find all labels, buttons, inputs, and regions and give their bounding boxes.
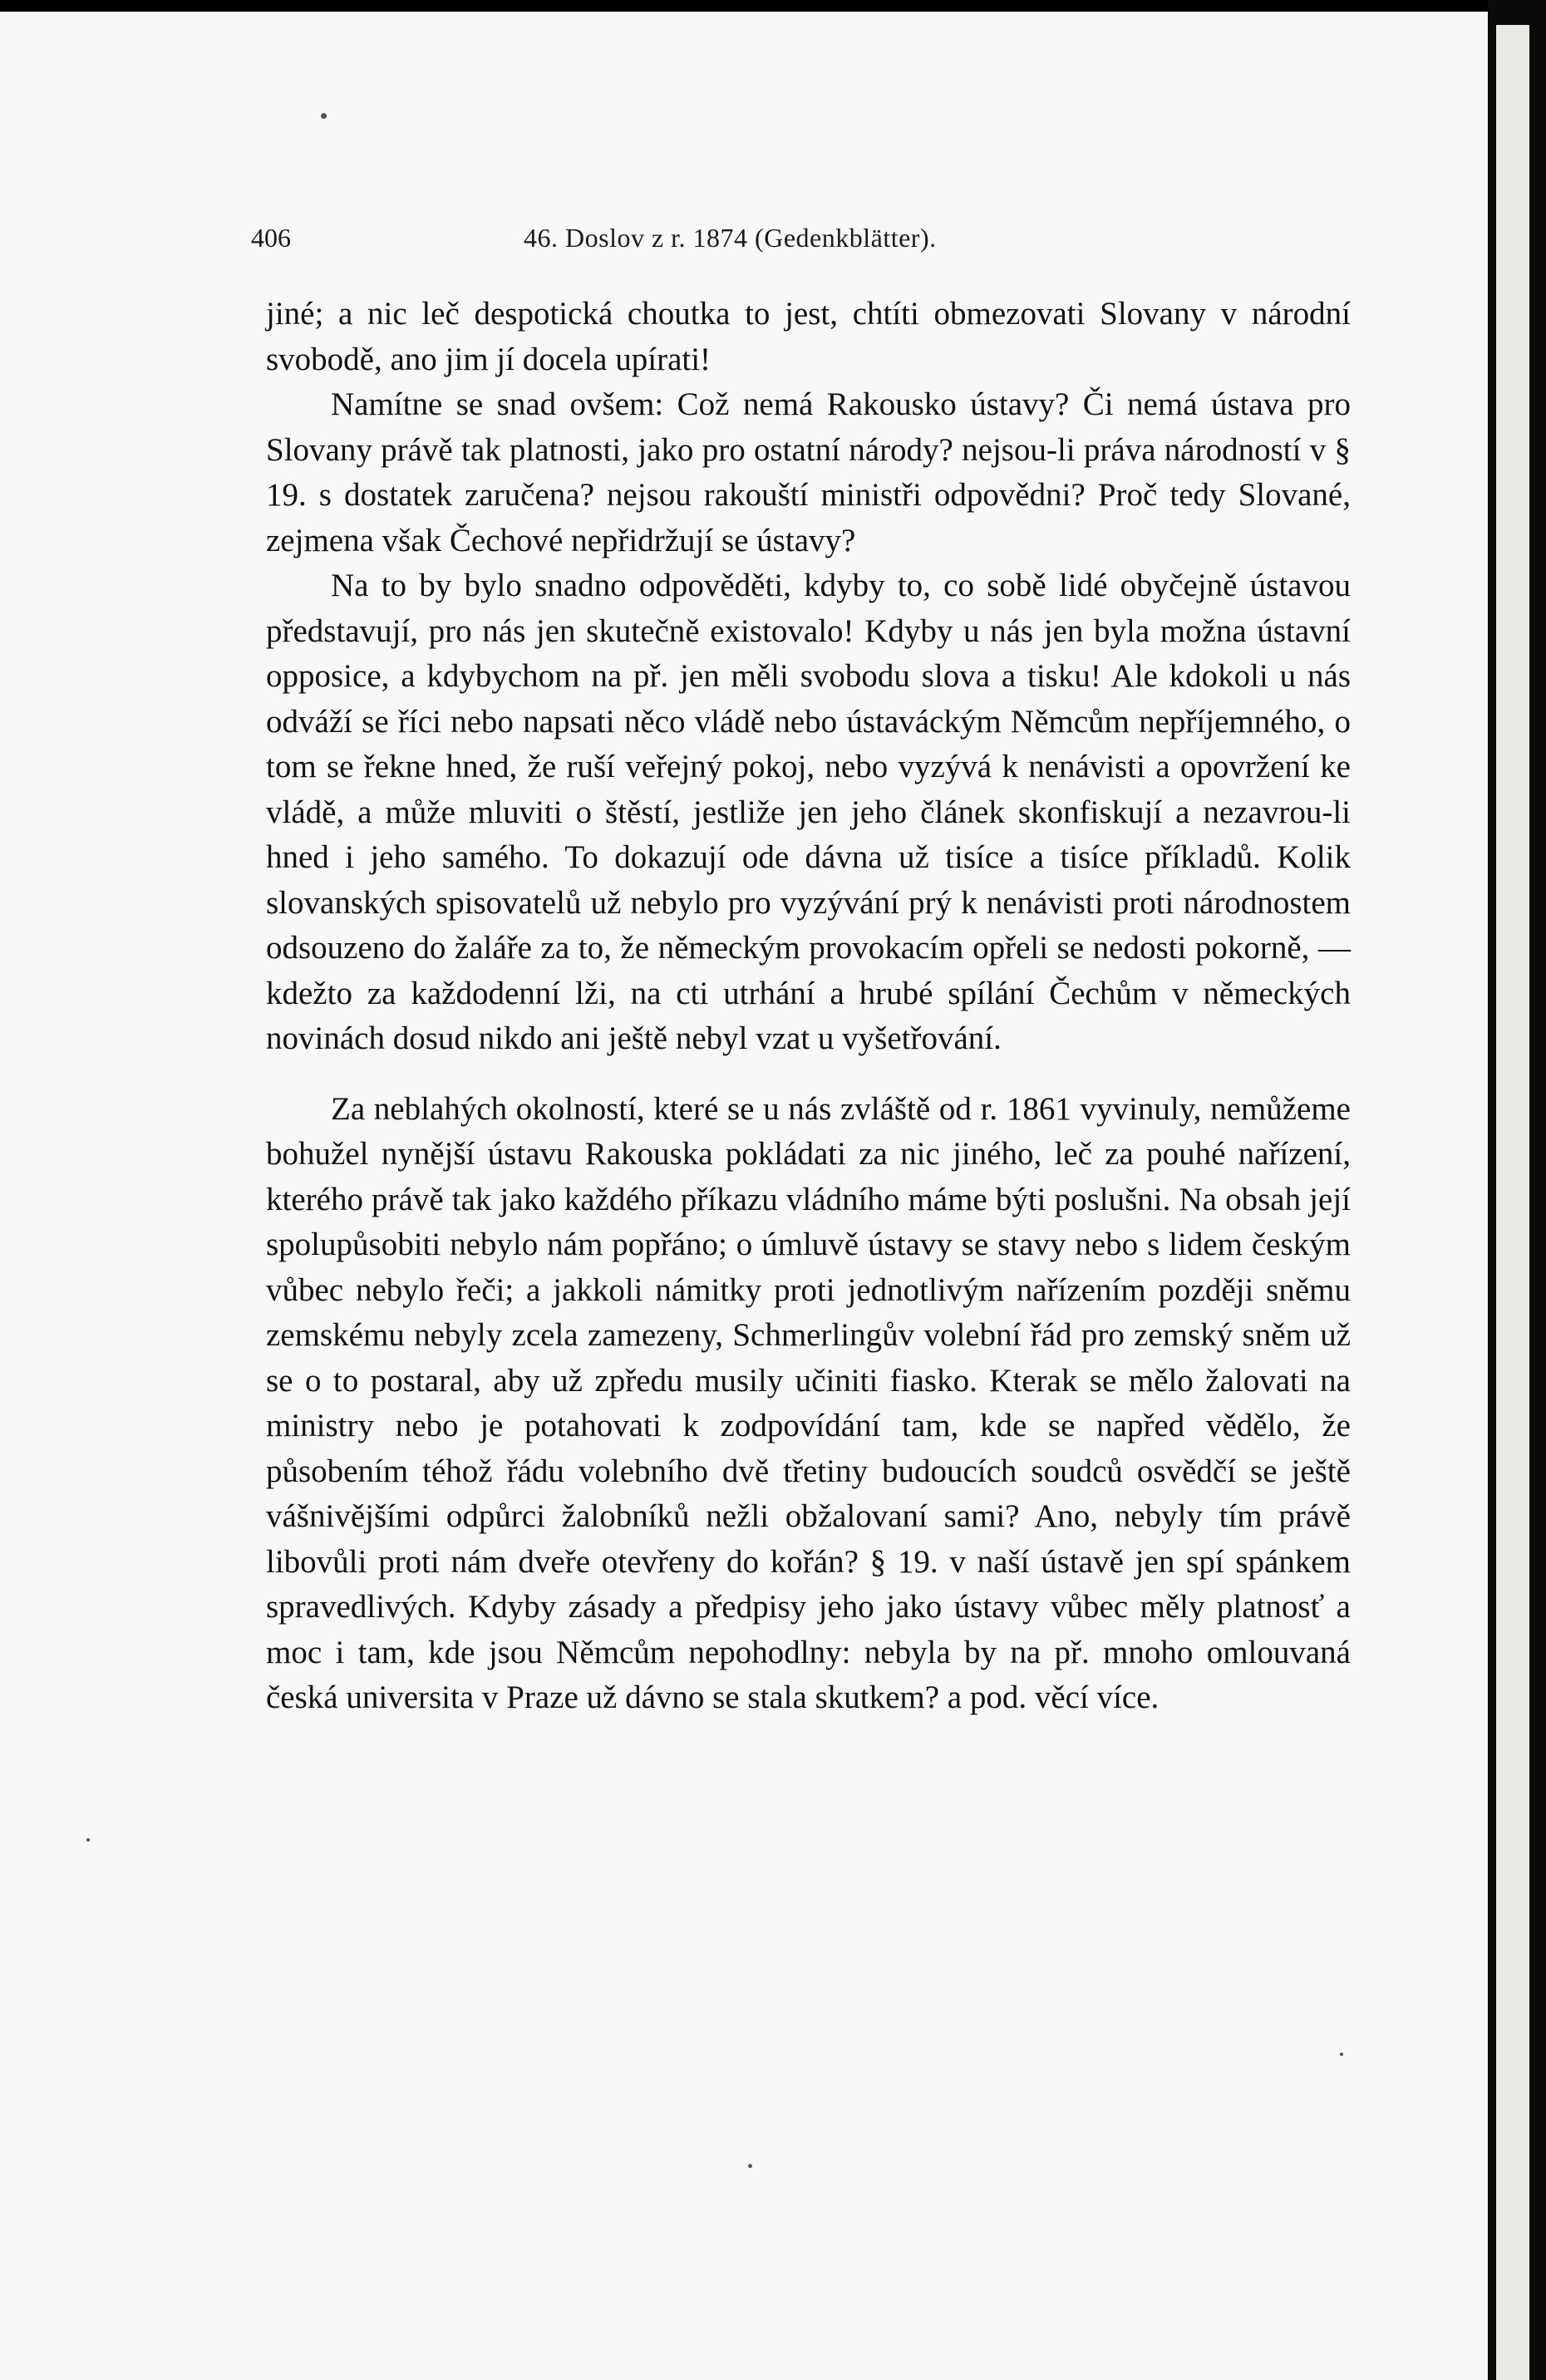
paragraph-constitution: Za neblahých okolností, které se u nás zvláště od r. 1861 vyvinuly, nemůžeme bohužel nynější ústavu Rakouska pokládati za nic jiného, leč za pouhé nařízení, kterého právě tak jako každého příkazu vládního máme býti poslušni. Na obsah její spolupůsobiti nebylo nám popřáno; o úmluvě ústavy se stavy nebo s lidem českým vůbec nebylo řeči; a jakkoli námitky proti jednotlivým nařízením později sněmu zemskému nebyly zcela zamezeny, Schmerlingův volební řád pro zemský sněm už se o to postaral, aby už zpředu musily učiniti fiasko. Kterak se mělo žalovati na ministry nebo je potahovati k zodpovídání tam, kde se napřed vědělo, že působením téhož řádu volebního dvě třetiny budoucích soudců osvědčí se ještě vášnivějšími odpůrci žalobníků nežli obžalovaní sami? Ano, nebyly tím právě libovůli proti nám dveře otevřeny do kořán? § 19. v naší ústavě jen spí spánkem spravedlivých. Kdyby zásady a předpisy jeho jako ústavy vůbec měly platnosť a moc i tam, kde jsou Němcům nepohodlny: nebyla by na př. mnoho omlouvaná česká universita v Praze už dávno se stala skutkem? a pod. věcí více. — [266, 1090, 1351, 1715]
scan-speck — [86, 1838, 90, 1842]
running-title: 46. Doslov z r. 1874 (Gedenkblätter). — [524, 223, 937, 253]
facing-page-edge — [1496, 25, 1529, 2380]
scan-top-border — [0, 0, 1488, 12]
paragraph-objection: Namítne se snad ovšem: Což nemá Rakousko ústavy? Či nemá ústava pro Slovany právě tak platnosti, jako pro ostatní národy? nejsou-li práva národností v § 19. s dostatek zaručena? nejsou rakouští ministři odpovědni? Proč tedy Slované, zejmena však Čechové nepřidržují se ústavy? — [266, 386, 1351, 558]
page-number: 406 — [251, 223, 291, 253]
paragraph-response: Na to by bylo snadno odpověděti, kdyby to, co sobě lidé obyčejně ústavou představují, pro nás jen skutečně existovalo! Kdyby u nás jen byla možna ústavní opposice, a kdybychom na př. jen měli svobodu slova a tisku! Ale kdokoli u nás odváží se říci nebo napsati něco vládě nebo ústaváckým Němcům nepříjemného, o tom se řekne hned, že ruší veřejný pokoj, nebo vyzývá k nenávisti a opovržení ke vládě, a může mluviti o štěstí, jestliže jen jeho článek skonfiskují a nezavrou-li hned i jeho samého. To dokazují ode dávna už tisíce a tisíce příkladů. Kolik slovanských spisovatelů už nebylo pro vyzývání prý k nenávisti proti národnostem odsouzeno do žaláře za to, že německým provokacím opřeli se nedosti pokorně, — kdežto za každodenní lži, na cti utrhání a hrubé spílání Čechům v německých novinách dosud nikdo ani ještě nebyl vzat u vyšetřování. — [266, 568, 1351, 1056]
paragraph-continuation: jiné; a nic leč despotická choutka to jest, chtíti obmezovati Slovany v národní svobodě, ano jim jí docela upírati! — [266, 296, 1351, 377]
page-header — [251, 223, 1356, 259]
body-text — [266, 292, 1351, 1721]
scan-speck — [1340, 2053, 1343, 2056]
scan-speck — [748, 2164, 752, 2168]
scan-speck — [321, 113, 327, 119]
